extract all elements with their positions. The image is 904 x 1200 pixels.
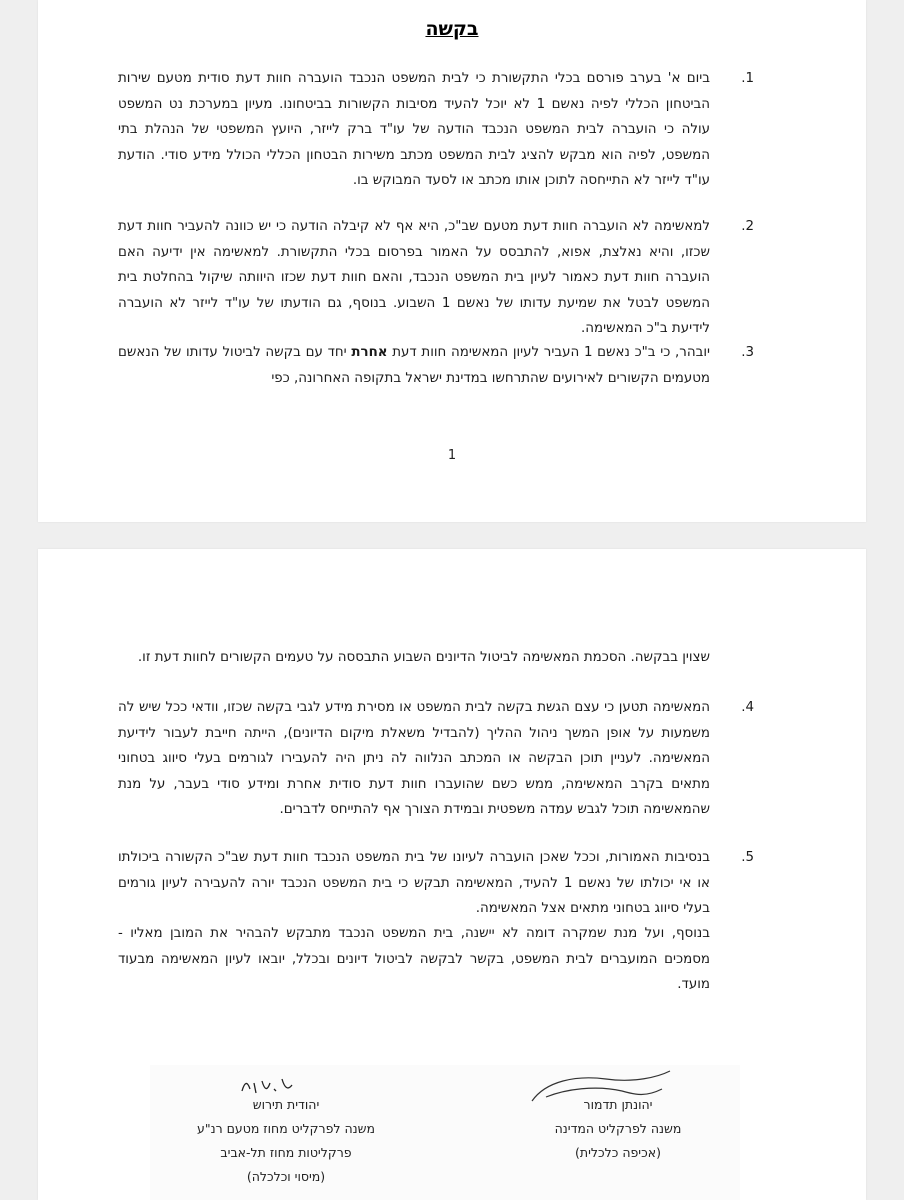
paragraph-text: יובהר, כי ב"כ נאשם 1 העביר לעיון המאשימה חוות דעת — [387, 345, 710, 360]
paragraph-text: שצוין בבקשה. הסכמת המאשימה לביטול הדיונים השבוע התבססה על טעמים הקשורים לחוות דעת זו. — [137, 650, 710, 665]
signatory-title: משנה לפרקליט מחוז מטעם רנ"ע — [197, 1121, 375, 1136]
document-page-1 — [38, 0, 866, 522]
paragraph-number: .4 — [741, 700, 754, 715]
signatory-office: פרקליטות מחוז תל-אביב — [220, 1145, 352, 1160]
paragraph-text: בנסיבות האמורות, וככל שאכן הועברה לעיונו של בית המשפט הנכבד חוות דעת שב"כ הקשורה ביכולתו או אי יכולתו של נאשם 1 להעיד, המאשימה תבקש כי בית המשפט הנכבד יורה להעבירה לעיון גורמים בעלי סיווג בטחוני מתאים אצל המאשימה. — [118, 850, 710, 916]
paragraph-continuation — [118, 645, 710, 671]
emphasized-word: אחרת — [351, 345, 388, 360]
paragraph-text: למאשימה לא הועברה חוות דעת מטעם שב"כ, היא אף לא קיבלה הודעה כי יש כוונה להעביר חוות דעת שכזו, והיא נאלצת, אפוא, להתבסס על האמור בפרסום בכלי התקשורת. למאשימה אין ידיעה האם הועברה חוות דעת כאמור לעיון בית המשפט הנכבד, והאם חוות דעת שכזו היוותה שיקול בהחלטת בית המשפט לבטל את שמיעת עדותו של נאשם 1 השבוע. בנוסף, גם הודעתו של עו"ד לייזר לא הועברה לידיעת ב"כ המאשימה. — [118, 219, 710, 336]
paragraph-1 — [118, 66, 754, 194]
signatory-name: יהודית תירוש — [252, 1097, 320, 1112]
paragraph-number: .5 — [741, 850, 754, 865]
document-title: בקשה — [425, 18, 479, 40]
signature-block-tadmor — [528, 1093, 708, 1165]
signatory-department: (אכיפה כלכלית) — [575, 1145, 661, 1160]
paragraph-4 — [118, 695, 754, 823]
paragraph-number: .2 — [741, 219, 754, 234]
signature-area — [150, 1065, 740, 1200]
signatory-title: משנה לפרקליט המדינה — [554, 1121, 682, 1136]
paragraph-number: .1 — [741, 71, 754, 86]
closing-paragraph — [118, 921, 710, 998]
signatory-department: (מיסוי וכלכלה) — [246, 1169, 326, 1184]
paragraph-text: בנוסף, ועל מנת שמקרה דומה לא יישנה, בית המשפט הנכבד מתבקש להבהיר את המובן מאליו - מסמכים המועברים לבית המשפט, בקשר לבקשה לביטול דיונים ובכלל, יובאו לעיון המאשימה מבעוד מועד. — [118, 926, 710, 992]
document-page-2 — [38, 549, 866, 1200]
paragraph-number: .3 — [741, 345, 754, 360]
signature-block-tirosh — [186, 1093, 386, 1189]
paragraph-text-continued: יחד עם בקשה לביטול עדותו של הנאשם מטעמים הקשורים לאירועים שהתרחשו במדינת ישראל בתקופה האחרונה, כפי — [118, 345, 710, 386]
paragraph-5 — [118, 845, 754, 922]
paragraph-text: המאשימה תטען כי עצם הגשת בקשה לבית המשפט או מסירת מידע לגבי בקשה שכזו, וודאי ככל שיש לה משמעות על אופן המשך ניהול ההליך (להבדיל משאלת מיקום הדיונים), הייתה חייבת לעבור לידיעת המאשימה. לעניין תוכן הבקשה או המכתב הנלווה לה ניתן היה להעבירו לגורמים בעלי סיווג בטחוני מתאים בקרב המאשימה, ממש כשם שהועברו חוות דעת סודית אחרת ומידע סודי בעבר, על מנת שהמאשימה תוכל לגבש עמדה משפטית ובמידת הצורך אף להתייחס לדברים. — [118, 700, 710, 817]
paragraph-text: ביום א' בערב פורסם בכלי התקשורת כי לבית המשפט הנכבד הועברה חוות דעת סודית מטעם שירות הביטחון הכללי לפיה נאשם 1 לא יוכל להעיד מסיבות הקשורות בביטחונו. מעיון במערכת נט המשפט עולה כי הועברה לבית המשפט הנכבד הודעה של עו"ד ברק לייזר, היועץ המשפטי של הנהלת בתי המשפט, לפיה הוא מבקש להציג לבית המשפט מכתב משירות הבטחון הכללי הכולל מידע סודי. הודעת עו"ד לייזר לא התייחסה לתוכן אותו מכתב או לסעד המבוקש בו. — [118, 71, 711, 188]
signatory-name: יהונתן תדמור — [583, 1097, 653, 1112]
paragraph-2 — [118, 214, 754, 342]
paragraph-3 — [118, 340, 754, 391]
page-number: 1 — [447, 448, 457, 463]
